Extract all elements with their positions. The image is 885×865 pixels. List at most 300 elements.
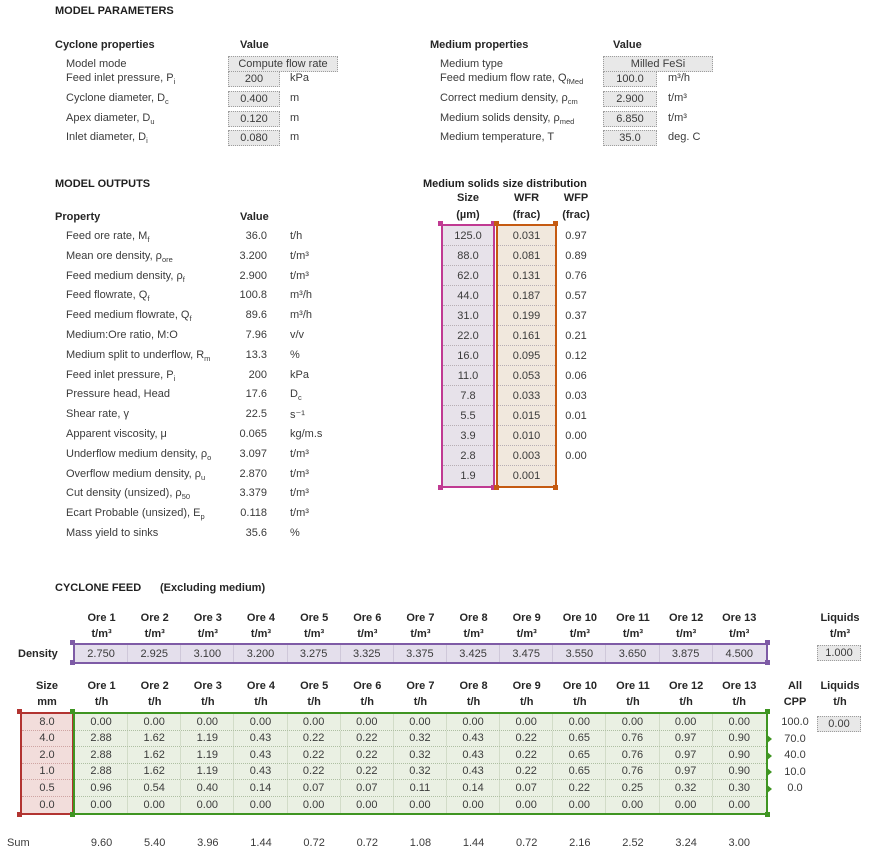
dist-wfp-cell: 0.21 bbox=[565, 330, 587, 342]
liquids-density-unit: t/m³ bbox=[829, 628, 851, 640]
tonnage-cell[interactable]: 0.00 bbox=[728, 798, 750, 811]
dist-size-cell[interactable]: 5.5 bbox=[443, 406, 493, 426]
tonnage-cell[interactable]: 2.88 bbox=[75, 747, 128, 763]
tonnage-cell[interactable]: 0.76 bbox=[606, 747, 659, 763]
ore-unit: t/h bbox=[466, 696, 481, 708]
tonnage-cell[interactable]: 0.00 bbox=[553, 714, 606, 730]
ore-unit: t/h bbox=[307, 696, 321, 708]
tonnage-cell[interactable]: 0.00 bbox=[234, 797, 287, 814]
output-label: Feed medium flowrate, $Q_f$ bbox=[66, 309, 192, 324]
output-row bbox=[0, 228, 430, 248]
tonnage-cell[interactable]: 0.40 bbox=[181, 780, 234, 796]
output-value: 17.6 bbox=[245, 388, 267, 401]
output-value: 13.3 bbox=[245, 348, 267, 361]
tonnage-cell[interactable]: 0.43 bbox=[234, 731, 287, 747]
medium-properties-header: Medium properties bbox=[430, 39, 529, 51]
range-handle[interactable] bbox=[70, 812, 75, 817]
output-value: 36.0 bbox=[245, 230, 267, 242]
ore-header: Ore 5 bbox=[300, 612, 329, 624]
sizetable-size-unit: mm bbox=[37, 696, 57, 708]
output-unit: % bbox=[290, 348, 300, 361]
tonnage-cell[interactable]: 0.22 bbox=[341, 731, 394, 747]
liquids-header: Liquids bbox=[820, 680, 860, 692]
tonnage-cell[interactable]: 0.54 bbox=[128, 780, 181, 796]
dist-wfp-cell: 0.97 bbox=[565, 230, 587, 242]
sizetable-ore-units bbox=[75, 696, 766, 708]
liquids-unit: t/h bbox=[833, 696, 847, 708]
tonnage-cell[interactable]: 0.22 bbox=[500, 731, 553, 747]
dist-wfp-cell: 0.57 bbox=[565, 290, 587, 302]
dist-wfr-cell[interactable]: 0.015 bbox=[498, 406, 555, 426]
tonnage-cell[interactable]: 0.22 bbox=[288, 764, 341, 780]
parameter-row bbox=[0, 70, 885, 90]
ore-unit: t/m³ bbox=[91, 628, 112, 640]
tonnage-cell[interactable]: 1.19 bbox=[181, 731, 234, 747]
dist-wfr-cell[interactable]: 0.053 bbox=[498, 366, 555, 386]
tonnage-cell[interactable]: 0.43 bbox=[447, 764, 500, 780]
output-label: Shear rate, γ bbox=[66, 408, 129, 421]
range-handle[interactable] bbox=[438, 221, 443, 226]
parameter-value-input[interactable]: 200 bbox=[228, 71, 280, 87]
all-cpp-header: CPP bbox=[783, 696, 807, 708]
ore-header: Ore 13 bbox=[722, 680, 757, 692]
range-handle[interactable] bbox=[553, 221, 558, 226]
dist-wfr-cell[interactable]: 0.187 bbox=[498, 286, 555, 306]
ore-unit: t/m³ bbox=[729, 628, 750, 640]
sum-value: 3.24 bbox=[675, 837, 697, 849]
tonnage-cell[interactable]: 0.14 bbox=[447, 780, 500, 796]
ore-header: Ore 4 bbox=[246, 612, 276, 624]
tonnage-cell[interactable]: 0.00 bbox=[128, 797, 181, 814]
tonnage-cell[interactable]: 0.00 bbox=[341, 797, 394, 814]
tonnage-cell[interactable]: 0.22 bbox=[500, 747, 553, 763]
dist-size-cell[interactable]: 16.0 bbox=[443, 346, 493, 366]
ore-header: Ore 9 bbox=[512, 680, 541, 692]
dist-wfp-cell bbox=[556, 466, 596, 486]
sum-value: 0.72 bbox=[356, 837, 378, 849]
output-unit: kPa bbox=[290, 368, 309, 381]
ore-unit: t/m³ bbox=[144, 628, 165, 640]
sum-label: Sum bbox=[7, 837, 30, 849]
output-unit: t/m³ bbox=[290, 269, 309, 282]
dist-wfr-cell[interactable]: 0.031 bbox=[498, 226, 555, 246]
parameter-value-input[interactable]: 2.900 bbox=[603, 91, 657, 107]
output-unit: % bbox=[290, 526, 300, 539]
ore-unit: t/m³ bbox=[197, 628, 218, 640]
tonnage-cell[interactable]: 0.97 bbox=[660, 731, 713, 747]
dist-wfr-header: WFR bbox=[513, 192, 540, 204]
parameter-value-input[interactable]: 6.850 bbox=[603, 111, 657, 127]
output-label: Mass yield to sinks bbox=[66, 526, 159, 539]
tonnage-cell[interactable]: 0.65 bbox=[553, 747, 606, 763]
output-value: 200 bbox=[248, 368, 267, 381]
output-row bbox=[0, 347, 430, 367]
dist-wfp-cell: 0.01 bbox=[565, 410, 587, 422]
medium-type-label: Medium type bbox=[440, 58, 503, 70]
dist-size-cell[interactable]: 44.0 bbox=[443, 286, 493, 306]
tonnage-cell[interactable]: 0.07 bbox=[341, 780, 394, 796]
ore-unit: t/h bbox=[201, 696, 215, 708]
output-value: 3.097 bbox=[239, 447, 267, 460]
tonnage-cell[interactable]: 0.00 bbox=[181, 714, 234, 730]
tonnage-cell[interactable]: 0.07 bbox=[500, 780, 553, 796]
tonnage-cell[interactable]: 0.11 bbox=[394, 780, 447, 796]
tonnage-cell[interactable]: 1.62 bbox=[128, 764, 181, 780]
tonnage-cell[interactable]: 0.00 bbox=[181, 797, 234, 814]
ore-header: Ore 1 bbox=[87, 680, 116, 692]
density-cell[interactable]: 3.200 bbox=[234, 645, 287, 662]
density-cell[interactable]: 3.650 bbox=[606, 645, 659, 662]
tonnage-cell[interactable]: 0.76 bbox=[606, 764, 659, 780]
parameter-unit: m³/h bbox=[668, 72, 690, 84]
output-row bbox=[0, 327, 430, 347]
tonnage-cell[interactable]: 0.00 bbox=[500, 797, 553, 814]
density-cell[interactable]: 2.925 bbox=[128, 645, 181, 662]
size-cell[interactable]: 8.0 bbox=[22, 714, 72, 731]
range-handle[interactable] bbox=[553, 485, 558, 490]
tonnage-cell[interactable]: 1.19 bbox=[181, 764, 234, 780]
tonnage-cell[interactable]: 0.43 bbox=[234, 764, 287, 780]
range-handle[interactable] bbox=[17, 812, 22, 817]
model-outputs-title: MODEL OUTPUTS bbox=[55, 178, 151, 190]
parameter-label: Medium solids density, $\rho_{med}$ bbox=[440, 111, 575, 126]
dist-size-cell[interactable]: 125.0 bbox=[443, 226, 493, 246]
output-label: Medium:Ore ratio, M:O bbox=[66, 328, 178, 341]
tonnage-cell[interactable]: 0.00 bbox=[660, 797, 713, 814]
medium-type-value: Milled FeSi bbox=[630, 58, 686, 70]
output-unit: t/m³ bbox=[290, 467, 309, 480]
tonnage-cell[interactable]: 0.22 bbox=[553, 780, 606, 796]
ore-header: Ore 11 bbox=[616, 680, 650, 692]
output-row bbox=[0, 307, 430, 327]
parameter-value-input[interactable]: 0.400 bbox=[228, 91, 280, 107]
output-row bbox=[0, 406, 430, 426]
tonnage-cell[interactable]: 0.97 bbox=[660, 764, 713, 780]
tonnage-cell[interactable]: 2.88 bbox=[75, 764, 128, 780]
range-flag-icon bbox=[766, 751, 772, 761]
range-flag-icon bbox=[766, 734, 772, 744]
outputs-property-header: Property bbox=[55, 211, 101, 223]
tonnage-row bbox=[75, 797, 766, 814]
ore-header: Ore 3 bbox=[193, 680, 222, 692]
size-distribution-title: Medium solids size distribution bbox=[423, 178, 587, 190]
output-unit: kg/m.s bbox=[290, 427, 323, 440]
parameter-label: Feed medium flow rate, $Q_{fMed}$ bbox=[440, 72, 584, 87]
dist-wfp-cell: 0.37 bbox=[565, 310, 587, 322]
density-cell[interactable]: 3.100 bbox=[181, 645, 234, 662]
range-handle[interactable] bbox=[765, 640, 770, 645]
dist-size-cell[interactable]: 2.8 bbox=[443, 446, 493, 466]
ore-unit: t/m³ bbox=[250, 628, 272, 640]
tonnage-cell[interactable]: 0.00 bbox=[394, 797, 447, 814]
output-row bbox=[0, 287, 430, 307]
tonnage-cell[interactable]: 0.97 bbox=[660, 747, 713, 763]
dist-wfr-cell[interactable]: 0.199 bbox=[498, 306, 555, 326]
density-cell[interactable]: 3.325 bbox=[341, 645, 394, 662]
tonnage-cell[interactable]: 0.90 bbox=[728, 732, 750, 745]
output-unit: s⁻¹ bbox=[290, 409, 305, 422]
density-cell[interactable]: 2.750 bbox=[75, 645, 128, 662]
ore-unit: t/m³ bbox=[463, 628, 484, 640]
density-cell[interactable]: 4.500 bbox=[725, 647, 754, 660]
density-cell[interactable]: 3.550 bbox=[553, 645, 606, 662]
density-cell[interactable]: 3.475 bbox=[500, 645, 553, 662]
tonnage-cell[interactable]: 0.00 bbox=[288, 797, 341, 814]
output-label: Medium split to underflow, $R_m$ bbox=[66, 348, 211, 363]
output-label: Cut density (unsized), $\rho_{50}$ bbox=[66, 487, 191, 502]
sum-value: 0.72 bbox=[515, 837, 538, 849]
output-label: Overflow medium density, $\rho_u$ bbox=[66, 467, 206, 482]
tonnage-cell[interactable]: 0.22 bbox=[341, 764, 394, 780]
range-handle[interactable] bbox=[765, 709, 770, 714]
output-label: Apparent viscosity, μ bbox=[66, 427, 167, 440]
output-row bbox=[0, 248, 430, 268]
tonnage-cell[interactable]: 0.14 bbox=[234, 780, 287, 796]
tonnage-cell[interactable]: 0.00 bbox=[447, 797, 500, 814]
cyclone-properties-header: Cyclone properties bbox=[55, 39, 155, 51]
tonnage-cell[interactable]: 0.00 bbox=[128, 714, 181, 730]
liquids-density-input[interactable] bbox=[817, 645, 861, 661]
model-mode-label: Model mode bbox=[66, 58, 127, 70]
cyclone-feed-subtitle: (Excluding medium) bbox=[160, 582, 266, 594]
parameter-value-input[interactable]: 0.080 bbox=[228, 130, 280, 146]
dist-size-header: Size bbox=[456, 192, 479, 204]
size-cell[interactable]: 4.0 bbox=[22, 731, 72, 748]
ore-unit: t/h bbox=[573, 696, 587, 708]
tonnage-cell[interactable]: 0.22 bbox=[500, 764, 553, 780]
dist-size-cell[interactable]: 88.0 bbox=[443, 246, 493, 266]
range-handle[interactable] bbox=[494, 485, 499, 490]
ore-unit: t/m³ bbox=[410, 628, 431, 640]
tonnage-cell[interactable]: 0.96 bbox=[75, 780, 128, 796]
parameter-label: Apex diameter, $D_u$ bbox=[66, 111, 155, 126]
tonnage-cell[interactable]: 0.00 bbox=[447, 714, 500, 730]
tonnage-cell[interactable]: 0.43 bbox=[447, 747, 500, 763]
tonnage-cell[interactable]: 0.30 bbox=[728, 781, 750, 794]
dist-size-cell[interactable]: 1.9 bbox=[460, 470, 476, 482]
tonnage-cell[interactable]: 2.88 bbox=[75, 731, 128, 747]
sum-value: 2.16 bbox=[569, 837, 591, 849]
tonnage-cell[interactable]: 0.00 bbox=[500, 714, 553, 730]
dist-wfr-cell[interactable]: 0.095 bbox=[498, 346, 555, 366]
parameter-row bbox=[0, 129, 885, 149]
output-row bbox=[0, 485, 430, 505]
dist-wfr-cell[interactable]: 0.081 bbox=[498, 246, 555, 266]
range-handle[interactable] bbox=[70, 709, 75, 714]
range-handle[interactable] bbox=[765, 660, 770, 665]
tonnage-cell[interactable]: 0.00 bbox=[75, 714, 128, 730]
tonnage-cell[interactable]: 0.00 bbox=[553, 797, 606, 814]
dist-wfp-cell: 0.76 bbox=[565, 270, 587, 282]
tonnage-cell[interactable]: 0.32 bbox=[394, 764, 447, 780]
tonnage-row bbox=[75, 747, 766, 764]
tonnage-cell[interactable]: 0.32 bbox=[394, 747, 447, 763]
liquids-header: Liquids bbox=[820, 612, 860, 624]
ore-header: Ore 10 bbox=[562, 612, 597, 624]
density-cell[interactable]: 3.275 bbox=[288, 645, 341, 662]
dist-wfp-cell: 0.12 bbox=[565, 350, 587, 362]
range-handle[interactable] bbox=[17, 709, 22, 714]
tonnage-row bbox=[75, 714, 766, 731]
tonnage-cell[interactable]: 0.65 bbox=[553, 731, 606, 747]
output-value: 3.379 bbox=[239, 487, 267, 500]
output-value: 7.96 bbox=[245, 328, 267, 341]
parameter-row bbox=[0, 90, 885, 110]
tonnage-cell[interactable]: 0.25 bbox=[606, 780, 659, 796]
range-handle[interactable] bbox=[70, 640, 75, 645]
size-cell[interactable]: 1.0 bbox=[22, 764, 72, 781]
tonnage-cell[interactable]: 0.32 bbox=[394, 731, 447, 747]
density-cell[interactable]: 3.375 bbox=[394, 645, 447, 662]
dist-wfr-cell[interactable]: 0.161 bbox=[498, 326, 555, 346]
tonnage-cell[interactable]: 0.22 bbox=[288, 731, 341, 747]
ore-unit: t/h bbox=[254, 696, 268, 708]
dist-size-cell[interactable]: 11.0 bbox=[443, 366, 493, 386]
ore-header: Ore 8 bbox=[459, 680, 488, 692]
model-output-rows bbox=[0, 228, 430, 545]
sum-value: 2.52 bbox=[622, 837, 644, 849]
dist-wfp-cell: 0.89 bbox=[565, 250, 587, 262]
output-label: Underflow medium density, $\rho_o$ bbox=[66, 447, 212, 462]
sum-value: 9.60 bbox=[90, 837, 113, 849]
dist-wfr-cell[interactable]: 0.131 bbox=[498, 266, 555, 286]
tonnage-cell[interactable]: 0.00 bbox=[234, 714, 287, 730]
ore-tonnage-range bbox=[73, 712, 768, 815]
density-cell[interactable]: 3.425 bbox=[447, 645, 500, 662]
output-value: 3.200 bbox=[239, 249, 267, 262]
output-unit: v/v bbox=[290, 328, 305, 341]
model-mode-value: Compute flow rate bbox=[238, 58, 328, 70]
range-handle[interactable] bbox=[70, 660, 75, 665]
density-ore-units bbox=[75, 628, 766, 640]
tonnage-cell[interactable]: 0.90 bbox=[728, 765, 750, 778]
ore-header: Ore 2 bbox=[140, 612, 169, 624]
tonnage-cell[interactable]: 0.00 bbox=[75, 797, 128, 814]
ore-header: Ore 13 bbox=[722, 612, 757, 624]
parameter-value-input[interactable]: 100.0 bbox=[603, 71, 657, 87]
cpp-value: 10.0 bbox=[784, 765, 806, 778]
sizetable-size-header: Size bbox=[35, 680, 58, 692]
tonnage-cell[interactable]: 0.22 bbox=[288, 747, 341, 763]
all-header: All bbox=[787, 680, 803, 692]
size-cell[interactable]: 0.5 bbox=[22, 780, 72, 797]
medium-parameter-rows bbox=[0, 70, 885, 149]
parameter-value-input[interactable]: 0.120 bbox=[228, 111, 280, 127]
dist-wfp-header: WFP bbox=[563, 192, 589, 204]
ore-unit: t/m³ bbox=[304, 628, 325, 640]
tonnage-cell[interactable]: 0.32 bbox=[660, 780, 713, 796]
dist-wfr-cell[interactable]: 0.001 bbox=[512, 470, 541, 482]
ore-unit: t/m³ bbox=[569, 628, 590, 640]
ore-unit: t/h bbox=[626, 696, 640, 708]
tonnage-cell[interactable]: 1.62 bbox=[128, 731, 181, 747]
tonnage-cell[interactable]: 0.00 bbox=[288, 714, 341, 730]
output-unit: $D_c$ bbox=[290, 388, 302, 403]
tonnage-cell[interactable]: 1.62 bbox=[128, 747, 181, 763]
range-handle[interactable] bbox=[765, 812, 770, 817]
tonnage-cell[interactable]: 0.07 bbox=[288, 780, 341, 796]
sum-value: 3.96 bbox=[197, 837, 219, 849]
dist-wfr-cell[interactable]: 0.010 bbox=[498, 426, 555, 446]
output-row bbox=[0, 446, 430, 466]
ore-header: Ore 9 bbox=[512, 612, 541, 624]
parameter-unit: t/m³ bbox=[668, 91, 687, 104]
density-cell[interactable]: 3.875 bbox=[660, 645, 713, 662]
tonnage-cell[interactable]: 0.00 bbox=[606, 714, 659, 730]
medium-value-header: Value bbox=[613, 39, 642, 51]
dist-size-unit: (µm) bbox=[456, 209, 480, 221]
tonnage-cell[interactable]: 0.00 bbox=[606, 797, 659, 814]
dist-size-cell[interactable]: 31.0 bbox=[443, 306, 493, 326]
dist-size-cell[interactable]: 22.0 bbox=[443, 326, 493, 346]
output-label: Feed inlet pressure, $P_i$ bbox=[66, 368, 176, 383]
tonnage-cell[interactable]: 0.00 bbox=[394, 714, 447, 730]
sum-value: 3.00 bbox=[728, 837, 750, 849]
tonnage-cell[interactable]: 1.19 bbox=[181, 747, 234, 763]
density-ore-headers bbox=[75, 612, 766, 624]
dist-wfr-unit: (frac) bbox=[512, 209, 541, 221]
output-value: 35.6 bbox=[245, 526, 267, 539]
parameter-value-input[interactable]: 35.0 bbox=[603, 130, 657, 146]
dist-size-cell[interactable]: 7.8 bbox=[443, 386, 493, 406]
dist-size-cell[interactable]: 62.0 bbox=[443, 266, 493, 286]
tonnage-cell[interactable]: 0.22 bbox=[341, 747, 394, 763]
size-cell[interactable]: 2.0 bbox=[22, 747, 72, 764]
tonnage-cell[interactable]: 0.43 bbox=[234, 747, 287, 763]
ore-header: Ore 10 bbox=[562, 680, 597, 692]
output-value: 2.870 bbox=[239, 467, 267, 480]
output-row bbox=[0, 426, 430, 446]
model-parameters-title: MODEL PARAMETERS bbox=[55, 5, 174, 17]
cpp-value: 100.0 bbox=[781, 716, 809, 729]
sum-value: 1.44 bbox=[250, 837, 272, 849]
dist-wfr-cell[interactable]: 0.033 bbox=[498, 386, 555, 406]
ore-unit: t/h bbox=[147, 696, 162, 708]
output-label: Pressure head, Head bbox=[66, 388, 170, 401]
tonnage-cell[interactable]: 0.65 bbox=[553, 764, 606, 780]
output-unit: m³/h bbox=[290, 289, 312, 302]
dist-size-cell[interactable]: 3.9 bbox=[443, 426, 493, 446]
tonnage-cell[interactable]: 0.00 bbox=[341, 714, 394, 730]
size-cell[interactable]: 0.0 bbox=[39, 798, 55, 811]
output-label: Ecart Probable (unsized), $E_p$ bbox=[66, 507, 205, 522]
range-handle[interactable] bbox=[494, 221, 499, 226]
sum-row bbox=[75, 837, 766, 849]
range-handle[interactable] bbox=[438, 485, 443, 490]
output-value: 2.900 bbox=[239, 269, 267, 282]
output-row bbox=[0, 525, 430, 545]
tonnage-cell[interactable]: 0.76 bbox=[606, 731, 659, 747]
ore-header: Ore 7 bbox=[406, 680, 435, 692]
tonnage-cell[interactable]: 0.90 bbox=[728, 748, 750, 761]
tonnage-cell[interactable]: 0.00 bbox=[660, 714, 713, 730]
ore-header: Ore 6 bbox=[353, 612, 382, 624]
dist-wfp-cell: 0.03 bbox=[565, 390, 587, 402]
liquids-density-value: 1.000 bbox=[825, 647, 853, 659]
tonnage-cell[interactable]: 0.00 bbox=[728, 715, 750, 728]
tonnage-cell[interactable]: 0.43 bbox=[447, 731, 500, 747]
ore-header: Ore 12 bbox=[668, 612, 704, 624]
output-value: 89.6 bbox=[245, 309, 267, 322]
cyclone-value-header: Value bbox=[240, 39, 269, 51]
parameter-label: Cyclone diameter, $D_c$ bbox=[66, 91, 169, 106]
liquids-tonnage-input[interactable] bbox=[817, 716, 861, 732]
dist-wfr-cell[interactable]: 0.003 bbox=[498, 446, 555, 466]
tonnage-row bbox=[75, 731, 766, 748]
ore-header: Ore 3 bbox=[193, 612, 222, 624]
ore-unit: t/h bbox=[679, 696, 693, 708]
range-flag-icon bbox=[766, 767, 772, 777]
